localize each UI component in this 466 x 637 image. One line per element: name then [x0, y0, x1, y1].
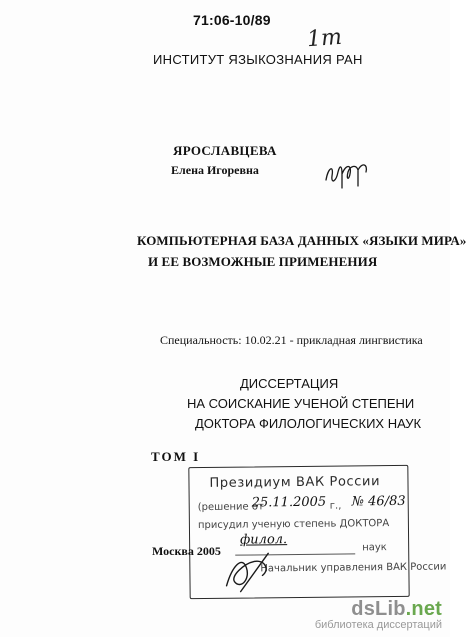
degree-line-3: ДОКТОРА ФИЛОЛОГИЧЕСКИХ НАУК — [195, 416, 422, 431]
vak-approval-stamp — [188, 465, 447, 599]
stamp-decision-number-prefix: г., — [329, 500, 342, 512]
dissertation-title-line-1: КОМПЬЮТЕРНАЯ БАЗА ДАННЫХ «ЯЗЫКИ МИРА» — [137, 233, 466, 248]
catalog-number: 71:06-10/89 — [193, 12, 271, 28]
institute-name: ИНСТИТУТ ЯЗЫКОЗНАНИЯ РАН — [153, 52, 363, 67]
stamp-chief-line: Начальник управления ВАК России — [260, 561, 447, 575]
stamp-decision-number: № 46/83 — [351, 493, 406, 510]
stamp-decision-prefix: (решение от — [197, 501, 264, 514]
watermark — [315, 598, 442, 631]
watermark-logo-suffix: .net — [405, 598, 442, 620]
stamp-field-suffix: наук — [362, 542, 387, 554]
handwritten-number: 1т — [306, 24, 343, 53]
stamp-signature — [220, 545, 281, 596]
dissertation-title-line-2: И ЕЕ ВОЗМОЖНЫЕ ПРИМЕНЕНИЯ — [148, 254, 378, 269]
degree-line-2: НА СОИСКАНИЕ УЧЕНОЙ СТЕПЕНИ — [187, 396, 415, 411]
degree-line-1: ДИССЕРТАЦИЯ — [240, 376, 339, 391]
volume-label: ТОМ I — [151, 449, 201, 464]
specialty-line: Специальность: 10.02.21 - прикладная лингвистика — [160, 333, 423, 347]
stamp-field-handwritten: филол. — [240, 532, 288, 548]
watermark-tagline: библиотека диссертаций — [314, 619, 442, 631]
stamp-awarded-line: присудил ученую степень ДОКТОРА — [197, 518, 390, 532]
city-and-year: Москва 2005 — [152, 544, 221, 558]
author-surname: ЯРОСЛАВЦЕВА — [173, 143, 277, 158]
stamp-decision-date: 25.11.2005 — [251, 494, 327, 511]
watermark-logo — [315, 598, 442, 621]
author-given-names: Елена Игоревна — [171, 163, 259, 177]
author-signature — [322, 158, 372, 192]
stamp-title: Президиум ВАК России — [209, 474, 381, 491]
watermark-logo-main: dsLib — [351, 598, 406, 620]
